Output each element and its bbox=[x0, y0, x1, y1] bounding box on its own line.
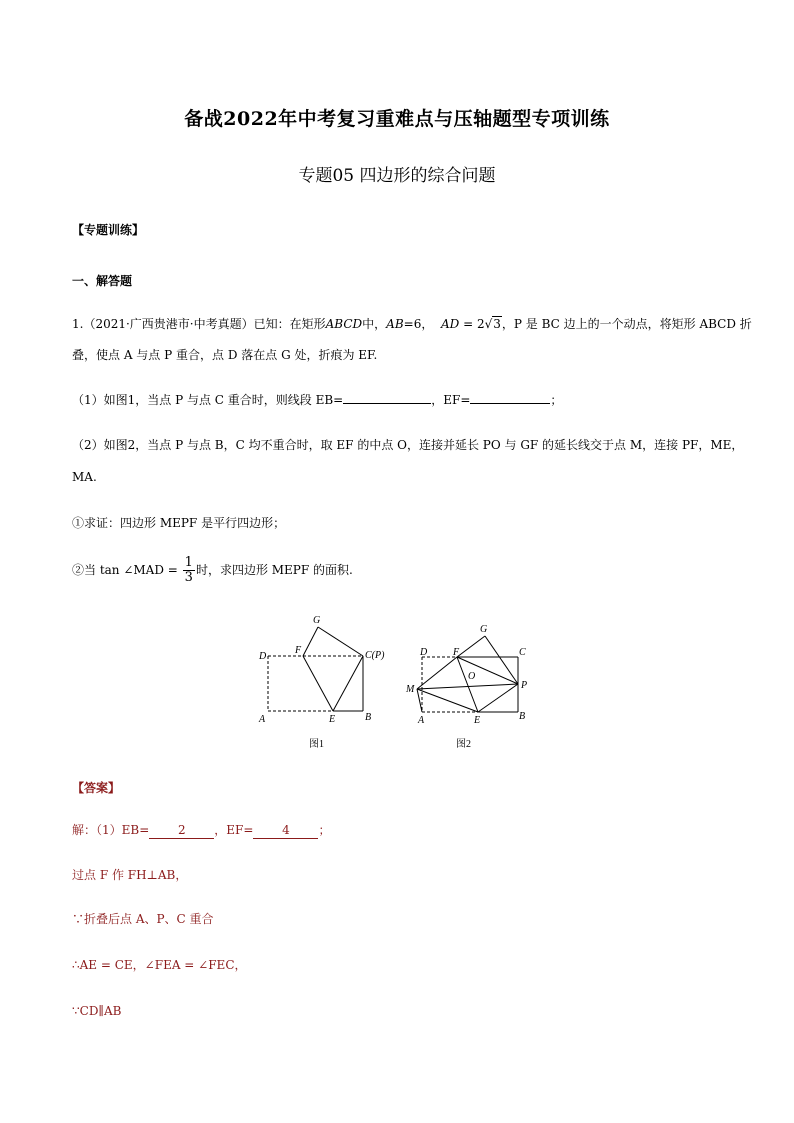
fraction-numerator: 1 bbox=[184, 555, 193, 570]
ad-equals: = 2 bbox=[459, 317, 485, 331]
fig1-edge-fg bbox=[303, 627, 318, 656]
answer-eb-value: 2 bbox=[149, 822, 214, 839]
question-2a: ①求证：四边形 MEPF 是平行四边形； bbox=[72, 516, 286, 530]
fig1-edge-ce bbox=[333, 656, 363, 711]
fig2-label-d: D bbox=[420, 647, 428, 658]
fig1-label-a: A bbox=[259, 714, 266, 725]
p-description: ，P 是 BC 边上的一个动点，将矩形 ABCD 折 bbox=[501, 317, 752, 331]
fig1-label-e: E bbox=[329, 714, 336, 725]
q2b-suffix: 时，求四边形 MEPF 的面积. bbox=[195, 563, 353, 577]
fig2-edge-ma bbox=[417, 689, 422, 712]
fig2-label-g: G bbox=[480, 624, 488, 635]
fig2-label-a: A bbox=[418, 715, 425, 726]
question-2b bbox=[72, 556, 353, 585]
answer-label: 【答案】 bbox=[72, 781, 121, 795]
fig2-label-c: C bbox=[519, 647, 526, 658]
fig2-label-f: F bbox=[453, 647, 460, 658]
fig1-label-g: G bbox=[313, 615, 321, 626]
fig2-edge-ep bbox=[478, 684, 518, 712]
answer-line1-end: ； bbox=[318, 823, 331, 837]
figure-1-caption: 图1 bbox=[309, 739, 324, 750]
question-2-line2: MA. bbox=[72, 470, 97, 484]
fig1-label-b: B bbox=[365, 712, 372, 723]
answer-line1-mid: ，EF= bbox=[214, 823, 254, 837]
problem-line2: 叠，使点 A 与点 P 重合，点 D 落在点 G 处，折痕为 EF. bbox=[72, 348, 378, 362]
fig1-edge-fe bbox=[303, 656, 333, 711]
q2b-prefix: ②当 tan ∠MAD = bbox=[72, 563, 182, 577]
fig1-label-d: D bbox=[259, 651, 267, 662]
fig1-edge-gc bbox=[318, 627, 363, 656]
question-1 bbox=[72, 392, 562, 408]
ab-value: =6， bbox=[403, 317, 434, 331]
fig2-edge-mf bbox=[417, 657, 457, 689]
problem-intro: 1.（2021·广西贵港市·中考真题）已知：在矩形ABCD中，AB=6， AD = 2√3，P 是 BC 边上的一个动点，将矩形 ABCD 折 bbox=[72, 317, 752, 331]
answer-line-5: ∵CD∥AB bbox=[72, 1004, 122, 1018]
problem-intro-text: 1.（2021·广西贵港市·中考真题）已知：在矩形 bbox=[72, 317, 326, 331]
fig1-label-c: C(P) bbox=[365, 650, 385, 661]
answer-line-3: ∵折叠后点 A、P、C 重合 bbox=[72, 912, 214, 926]
fig2-label-p: P bbox=[521, 680, 528, 691]
q1-separator: ，EF= bbox=[431, 393, 471, 407]
intro-mid: 中， bbox=[362, 317, 387, 331]
fig2-edge-fg bbox=[457, 636, 485, 657]
fig2-edge-me bbox=[417, 689, 478, 712]
fig2-label-o: O bbox=[468, 671, 476, 682]
question-2-line1: （2）如图2，当点 P 与点 B，C 均不重合时，取 EF 的中点 O，连接并延长 PO 与 GF 的延长线交于点 M，连接 PF，ME， bbox=[72, 438, 744, 452]
q1-text: （1）如图1，当点 P 与点 C 重合时，则线段 EB= bbox=[72, 393, 344, 407]
q1-end: ； bbox=[550, 393, 563, 407]
ad-label: AD bbox=[440, 317, 460, 331]
answer-line-1 bbox=[72, 822, 330, 839]
fig1-label-f: F bbox=[295, 645, 302, 656]
ef-blank[interactable] bbox=[470, 392, 550, 404]
answer-line-4: ∴AE = CE，∠FEA = ∠FEC， bbox=[72, 958, 247, 972]
answer-line1-prefix: 解：（1）EB= bbox=[72, 823, 150, 837]
figure-2-caption: 图2 bbox=[456, 739, 471, 750]
figure-2-diagram bbox=[400, 622, 535, 732]
section-label: 【专题训练】 bbox=[72, 223, 145, 237]
fig2-label-b: B bbox=[519, 711, 526, 722]
ab-label: AB bbox=[386, 317, 404, 331]
fraction-denominator: 3 bbox=[184, 570, 193, 585]
answer-ef-value: 4 bbox=[253, 822, 318, 839]
sqrt-radicand: 3 bbox=[493, 317, 501, 331]
rect-name: ABCD bbox=[325, 317, 363, 331]
eb-blank[interactable] bbox=[343, 392, 431, 404]
fig2-label-e: E bbox=[474, 715, 481, 726]
figure-1-diagram bbox=[250, 612, 400, 747]
answer-line-2: 过点 F 作 FH⊥AB， bbox=[72, 868, 188, 882]
fraction bbox=[183, 556, 195, 585]
page-subtitle: 专题05 四边形的综合问题 bbox=[298, 166, 496, 186]
part-label: 一、解答题 bbox=[72, 274, 133, 288]
fig2-label-m: M bbox=[406, 684, 415, 695]
page-title: 备战2022年中考复习重难点与压轴题型专项训练 bbox=[184, 108, 610, 130]
